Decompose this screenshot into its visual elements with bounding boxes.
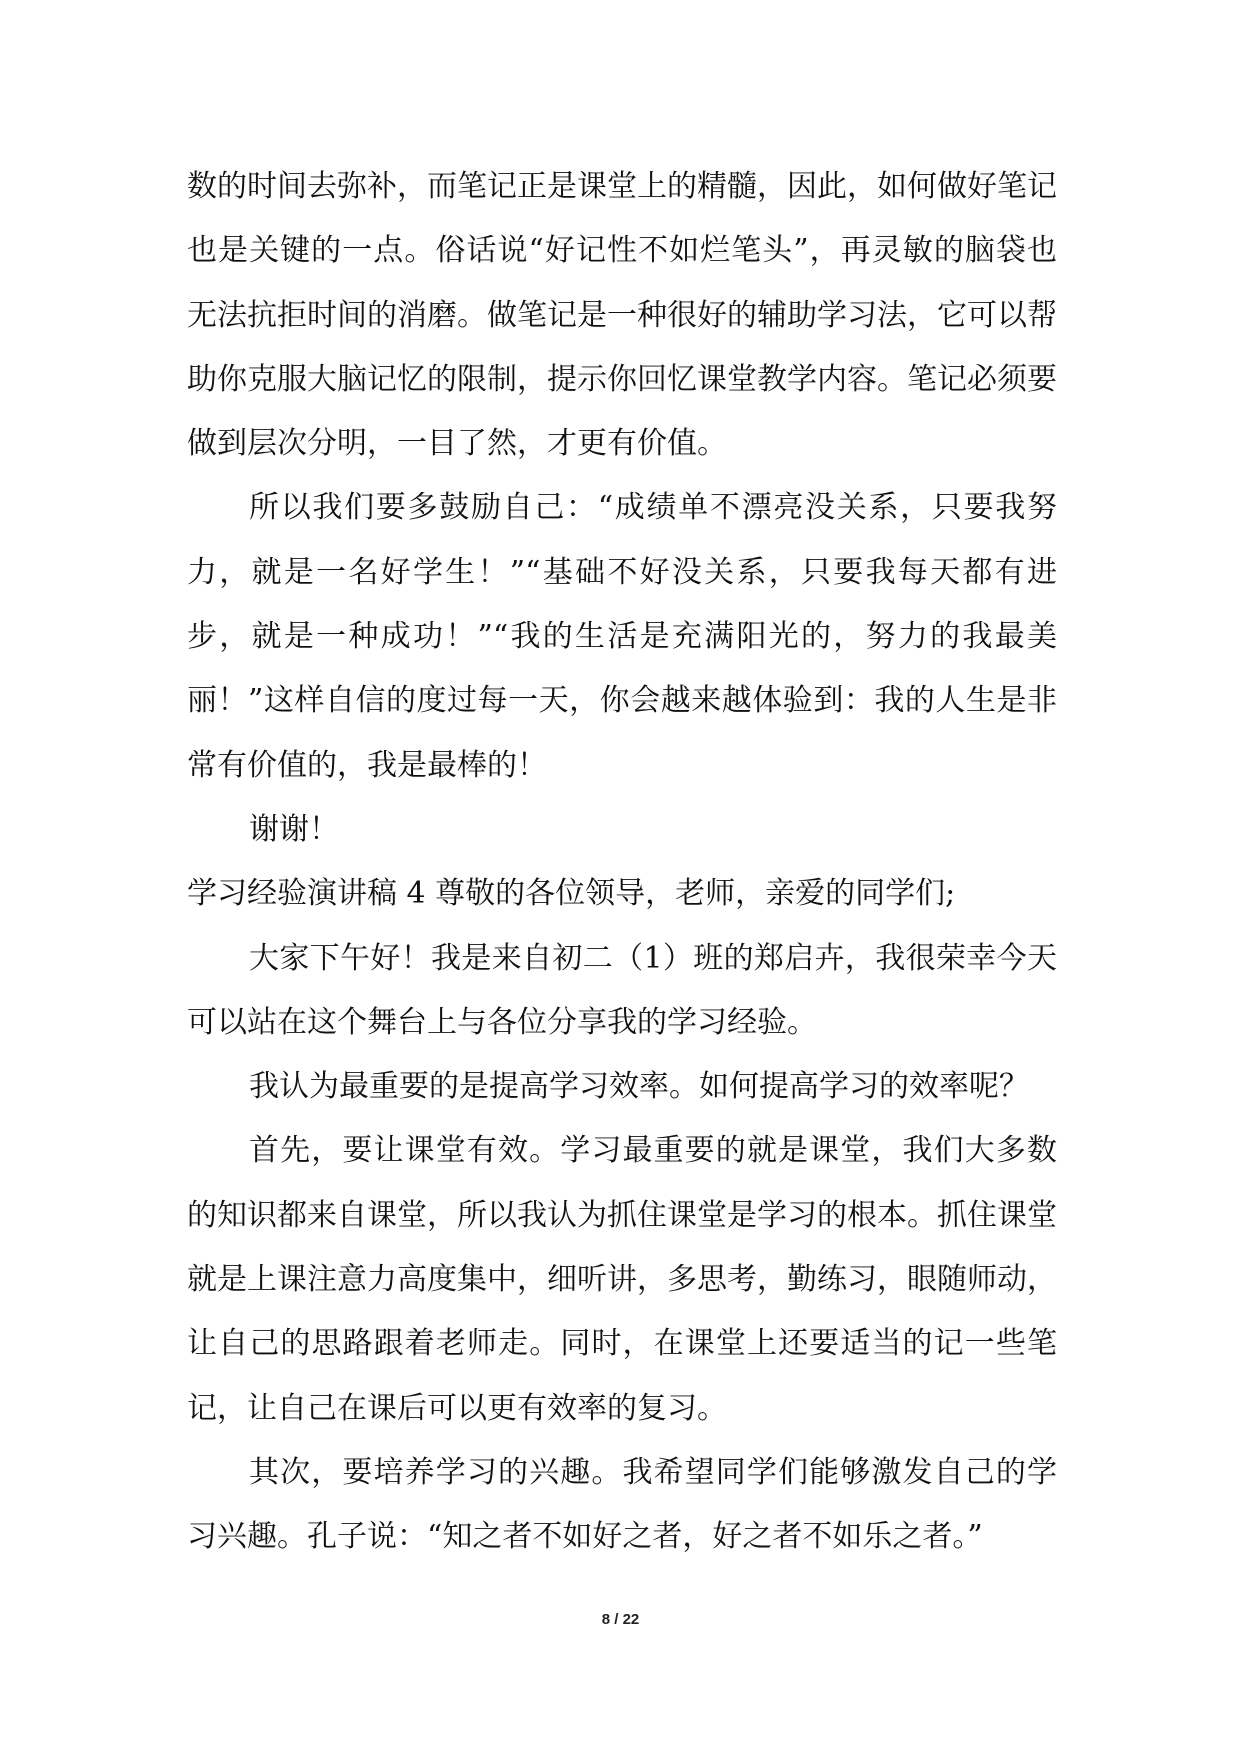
- paragraph-greeting: 大家下午好！我是来自初二（1）班的郑启卉，我很荣幸今天可以站在这个舞台上与各位分享我的学习经验。: [187, 940, 1057, 1040]
- paragraph-thanks: 谢谢！: [249, 811, 339, 847]
- paragraph-interest: 其次，要培养学习的兴趣。我希望同学们能够激发自己的学习兴趣。孔子说：“知之者不如好之者，好之者不如乐之者。”: [187, 1454, 1057, 1555]
- paragraph-efficiency: 我认为最重要的是提高学习效率。如何提高学习的效率呢？: [249, 1069, 1029, 1105]
- paragraph-encourage-yourself: 所以我们要多鼓励自己：“成绩单不漂亮没关系，只要我努力，就是一名好学生！”“基础不好没关系，只要我每天都有进步，就是一种成功！”“我的生活是充满阳光的，努力的我最美丽！”这样自信的度过每一天，你会越来越体验到：我的人生是非常有价值的，我是最棒的！: [187, 490, 1057, 783]
- page-number: 8 / 22: [601, 1611, 640, 1628]
- paragraph-classroom: 首先，要让课堂有效。学习最重要的就是课堂，我们大多数的知识都来自课堂，所以我认为抓住课堂是学习的根本。抓住课堂就是上课注意力高度集中，细听讲，多思考，勤练习，眼随师动，让自己的思路跟着老师走。同时，在课堂上还要适当的记一些笔记，让自己在课后可以更有效率的复习。: [187, 1133, 1057, 1426]
- paragraph-notes-continuation: 数的时间去弥补，而笔记正是课堂上的精髓，因此，如何做好笔记也是关键的一点。俗话说“好记性不如烂笔头”，再灵敏的脑袋也无法抗拒时间的消磨。做笔记是一种很好的辅助学习法，它可以帮助你克服大脑记忆的限制，提示你回忆课堂教学内容。笔记必须要做到层次分明，一目了然，才更有价值。: [187, 169, 1057, 462]
- document-body: [187, 155, 1057, 1570]
- speech-4-heading: 学习经验演讲稿 4 尊敬的各位领导，老师，亲爱的同学们;: [187, 876, 956, 912]
